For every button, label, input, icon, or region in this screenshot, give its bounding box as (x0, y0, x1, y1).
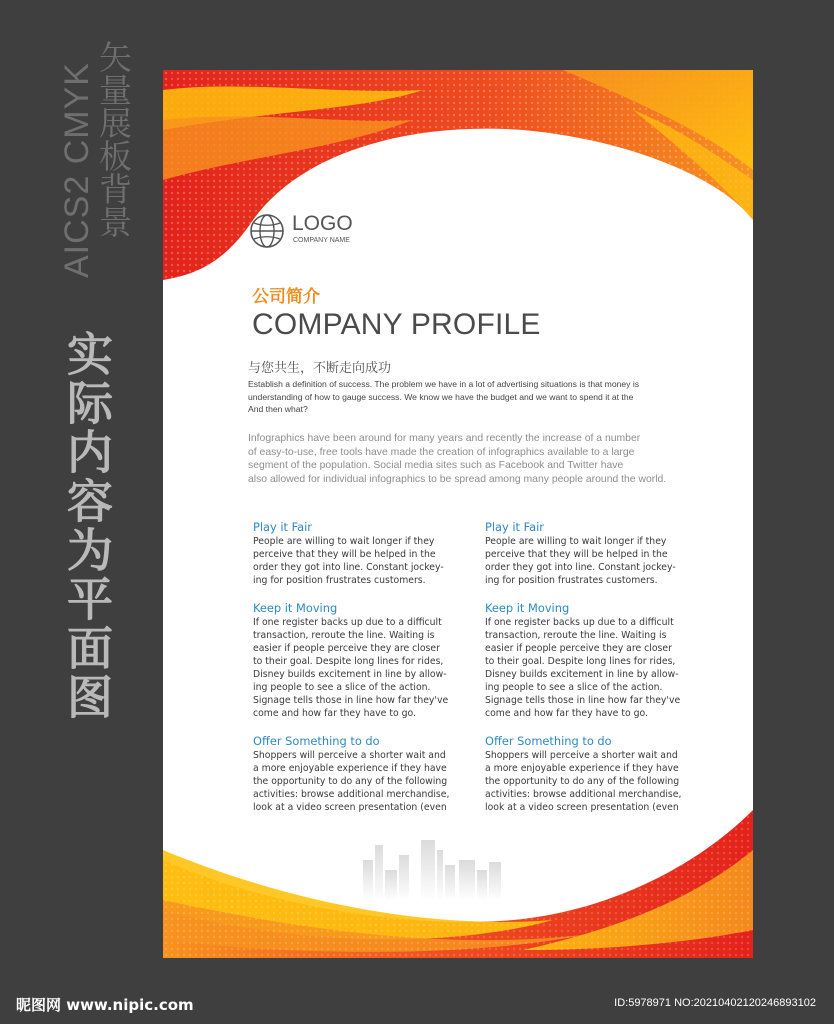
section-line: Signage tells those in line how far they've (485, 695, 681, 706)
section-line: the opportunity to do any of the following (253, 776, 448, 787)
section-line: order they got into line. Constant jockey- (253, 562, 444, 573)
section-heading: Play it Fair (253, 520, 312, 534)
section-line: If one register backs up due to a difficult (485, 617, 674, 628)
intro-paragraph (248, 378, 708, 416)
watermark-id: ID:5978971 NO:20210402120246893102 (614, 997, 816, 1009)
section-line: If one register backs up due to a difficult (253, 617, 442, 628)
side-title-text: 矢量展板背景 (94, 40, 133, 238)
section-line: Disney builds excitement in line by allow- (485, 669, 679, 680)
side-format-text: AICS2 CMYK (58, 62, 96, 278)
section-heading: Keep it Moving (253, 601, 338, 615)
wave-decoration (163, 70, 753, 958)
section-line: easier if people perceive they are closer (485, 643, 672, 654)
section-body (485, 535, 705, 587)
section-line: Signage tells those in line how far they've (253, 695, 449, 706)
section-play-it-fair (485, 520, 705, 587)
section-line: People are willing to wait longer if they (253, 536, 435, 547)
body-line: segment of the population. Social media sites such as Facebook and Twitter have (248, 460, 624, 472)
intro-line: Establish a definition of success. The problem we have in a lot of advertising situations is that money is (248, 379, 640, 389)
section-line: order they got into line. Constant jockey- (485, 562, 676, 573)
company-name: COMPANY NAME (293, 237, 350, 244)
section-heading: Offer Something to do (253, 734, 380, 748)
body-line: also allowed for individual infographics to be spread among many people around the world. (248, 473, 667, 485)
section-line: to their goal. Despite long lines for rides, (485, 656, 676, 667)
section-body (485, 749, 705, 814)
side-caption-small (58, 40, 138, 280)
section-line: activities: browse additional merchandise, (253, 789, 450, 800)
side-notice-text: 实际内容为平面图 (60, 330, 114, 722)
body-line: of easy-to-use, free tools have made the creation of infographics available to a large (248, 446, 635, 458)
section-body (253, 616, 473, 720)
section-line: People are willing to wait longer if they (485, 536, 667, 547)
poster-sheet (163, 70, 753, 958)
section-line: a more enjoyable experience if they have (253, 763, 447, 774)
body-line: Infographics have been around for many years and recently the increase of a number (248, 433, 641, 444)
section-offer-something (253, 734, 473, 814)
section-body (253, 535, 473, 587)
intro-line: understanding of how to gauge success. We know we have the budget and we want to spend it at the (248, 391, 634, 402)
section-heading: Keep it Moving (485, 601, 570, 615)
section-line: look at a video screen presentation (even (253, 802, 447, 813)
section-line: to their goal. Despite long lines for rides, (253, 656, 444, 667)
section-offer-something (485, 734, 705, 814)
section-line: come and how far they have to go. (485, 708, 649, 719)
section-body (253, 749, 473, 814)
title-chinese: 公司简介 (252, 287, 320, 307)
slogan: 与您共生，不断走向成功 (248, 361, 392, 376)
section-line: ing for position frustrates customers. (253, 575, 426, 586)
section-line: perceive that they will be helped in the (253, 549, 436, 560)
section-line: activities: browse additional merchandise, (485, 789, 682, 800)
right-column (485, 520, 705, 814)
section-heading: Offer Something to do (485, 734, 612, 748)
section-line: transaction, reroute the line. Waiting is (253, 630, 435, 641)
section-body (485, 616, 705, 720)
globe-icon (248, 212, 286, 250)
watermark-site: 昵图网 www.nipic.com (16, 996, 194, 1014)
section-line: a more enjoyable experience if they have (485, 763, 679, 774)
company-logo (248, 212, 378, 252)
section-line: transaction, reroute the line. Waiting is (485, 630, 667, 641)
section-line: easier if people perceive they are closer (253, 643, 440, 654)
section-play-it-fair (253, 520, 473, 587)
intro-line: And then what? (248, 404, 308, 414)
section-line: ing people to see a slice of the action. (253, 682, 431, 693)
left-column (253, 520, 473, 814)
section-line: look at a video screen presentation (even (485, 802, 679, 813)
section-line: Shoppers will perceive a shorter wait and (485, 750, 678, 761)
section-line: ing people to see a slice of the action. (485, 682, 663, 693)
body-paragraph (248, 432, 718, 486)
section-line: Disney builds excitement in line by allow- (253, 669, 447, 680)
section-keep-it-moving (253, 601, 473, 720)
section-line: Shoppers will perceive a shorter wait and (253, 750, 446, 761)
section-line: the opportunity to do any of the following (485, 776, 680, 787)
page-title: COMPANY PROFILE (252, 308, 541, 341)
section-heading: Play it Fair (485, 520, 544, 534)
section-line: come and how far they have to go. (253, 708, 417, 719)
section-line: ing for position frustrates customers. (485, 575, 658, 586)
section-line: perceive that they will be helped in the (485, 549, 668, 560)
section-keep-it-moving (485, 601, 705, 720)
logo-text: LOGO (292, 212, 353, 235)
